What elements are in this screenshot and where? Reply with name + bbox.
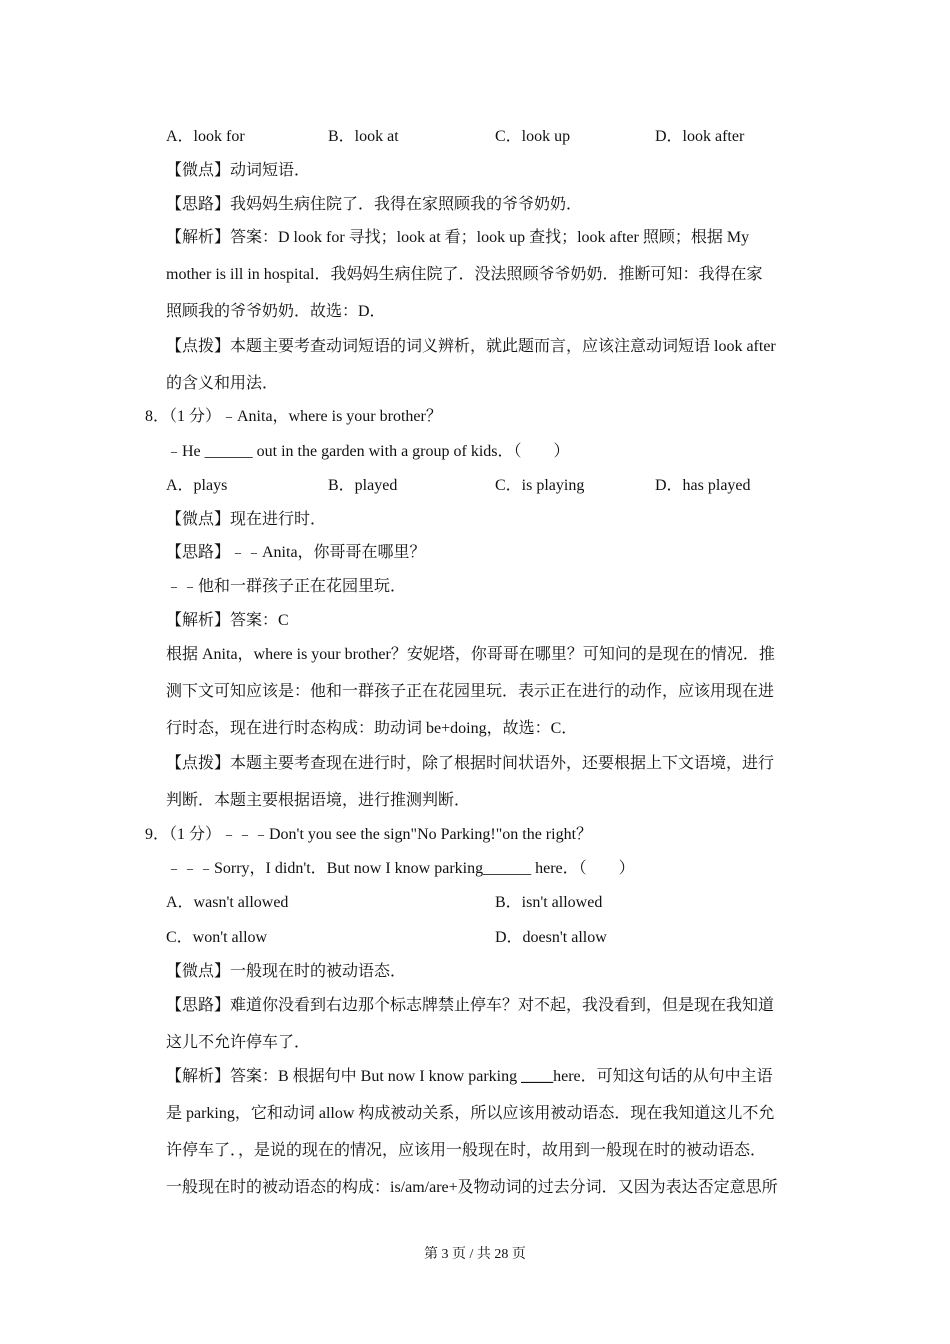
q8-option-d: D．has played	[655, 477, 751, 494]
q8-option-a: A．plays	[166, 477, 228, 494]
q9-jiexi-blank: ____	[521, 1068, 554, 1085]
q8-silu-line-1: 【思路】﹣﹣Anita，你哥哥在哪里？	[166, 544, 426, 561]
q8-jiexi-head: 【解析】答案：C	[166, 612, 289, 629]
q8-stem-line-2: ﹣He ______ out in the garden with a group of kids．（ ）	[166, 443, 570, 460]
q9-stem: 9．（1 分）﹣﹣﹣Don't you see the sign"No Parking!"on the right？	[145, 826, 593, 843]
q9-option-d: D．doesn't allow	[495, 929, 607, 946]
q9-option-c: C．won't allow	[166, 929, 268, 946]
q9-jiexi-part-b: here．可知这句话的从句中主语	[553, 1068, 773, 1085]
q9-stem-line-2: ﹣﹣﹣Sorry，I didn't．But now I know parking______ here．（ ）	[166, 860, 635, 877]
q7-jiexi-line-3: 照顾我的爷爷奶奶．故选：D．	[166, 303, 386, 320]
q7-dianbo-line-2: 的含义和用法．	[166, 375, 279, 392]
q8-option-c: C．is playing	[495, 477, 585, 494]
q9-weidian: 【微点】一般现在时的被动语态．	[166, 963, 407, 980]
q7-option-a: A．look for	[166, 128, 245, 145]
q7-jiexi-line-2: mother is ill in hospital．我妈妈生病住院了．没法照顾爷爷奶奶．推断可知：我得在家	[166, 266, 763, 283]
q7-option-d: D．look after	[655, 128, 745, 145]
q9-option-a: A．wasn't allowed	[166, 894, 289, 911]
q9-jiexi-line-2: 是 parking，它和动词 allow 构成被动关系，所以应该用被动语态．现在我知道这儿不允	[166, 1105, 775, 1122]
q8-dianbo-line-1: 【点拨】本题主要考查现在进行时，除了根据时间状语外，还要根据上下文语境，进行	[166, 755, 775, 772]
q9-silu-line-1: 【思路】难道你没看到右边那个标志牌禁止停车？对不起，我没看到，但是现在我知道	[166, 997, 775, 1014]
q9-jiexi-part-a: 【解析】答案：B 根据句中 But now I know parking	[166, 1068, 522, 1085]
q8-dianbo-line-2: 判断．本题主要根据语境，进行推测判断．	[166, 792, 471, 809]
page-footer: 第 3 页 / 共 28 页	[424, 1247, 526, 1262]
q7-dianbo-line-1: 【点拨】本题主要考查动词短语的词义辨析，就此题而言，应该注意动词短语 look after	[166, 338, 776, 355]
q7-option-c: C．look up	[495, 128, 571, 145]
q9-jiexi-line-3: 许停车了．，是说的现在的情况，应该用一般现在时，故用到一般现在时的被动语态．	[166, 1142, 767, 1159]
q7-jiexi-line-1: 【解析】答案：D look for 寻找；look at 看；look up 查找；look after 照顾；根据 My	[166, 229, 750, 246]
q9-jiexi-line-1	[166, 1067, 773, 1087]
q7-weidian: 【微点】动词短语．	[166, 162, 311, 179]
q8-option-b: B．played	[328, 477, 398, 494]
q8-silu-line-2: ﹣﹣他和一群孩子正在花园里玩．	[166, 578, 407, 595]
q8-weidian: 【微点】现在进行时．	[166, 511, 327, 528]
q8-jiexi-line-2: 测下文可知应该是：他和一群孩子正在花园里玩．表示正在进行的动作，应该用现在进	[166, 683, 775, 700]
q8-stem: 8．（1 分）﹣Anita，where is your brother？	[145, 408, 442, 425]
q8-jiexi-line-1: 根据 Anita，where is your brother？安妮塔，你哥哥在哪里？可知问的是现在的情况．推	[166, 646, 775, 663]
q8-jiexi-line-3: 行时态，现在进行时态构成：助动词 be+doing，故选：C．	[166, 720, 578, 737]
q9-option-b: B．isn't allowed	[495, 894, 603, 911]
q7-silu: 【思路】我妈妈生病住院了．我得在家照顾我的爷爷奶奶．	[166, 196, 583, 213]
q7-option-b: B．look at	[328, 128, 399, 145]
q9-silu-line-2: 这儿不允许停车了．	[166, 1034, 311, 1051]
q9-jiexi-line-4: 一般现在时的被动语态的构成：is/am/are+及物动词的过去分词．又因为表达否定意思所	[166, 1179, 778, 1196]
